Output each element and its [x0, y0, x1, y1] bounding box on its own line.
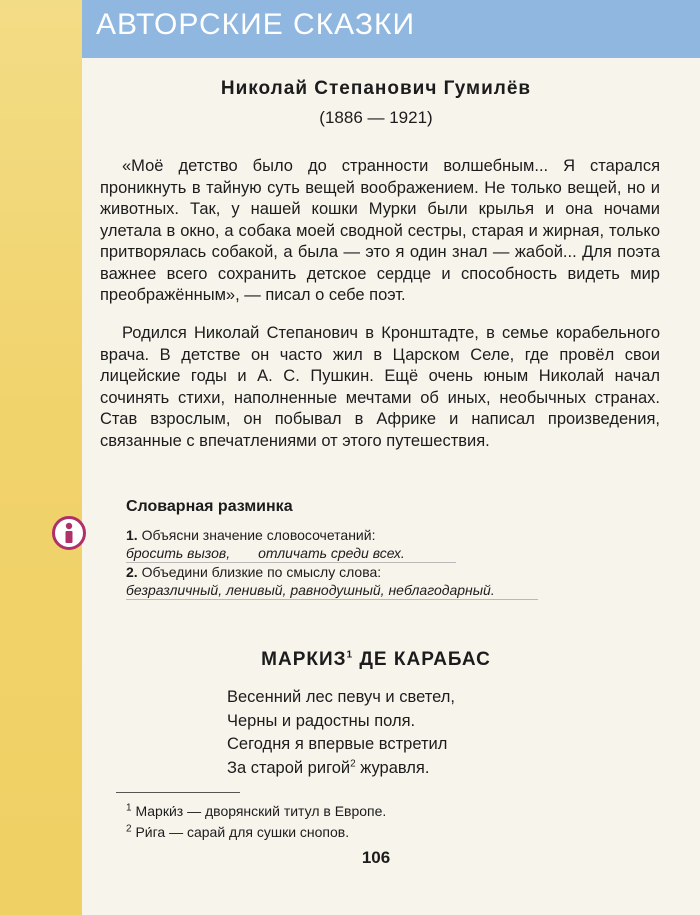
bio-paragraph: Родился Николай Степанович в Кронштадте, в семье корабельного врача. В детстве он часто жил в Царском Селе, где провёл свои лицейские годы и А. С. Пушкин. Ещё очень юным Николай начал сочинять стихи, наполненные мечтами об иных, необычных странах. Став взрослым, он побывал в Африке и написал произведения, связанные с впечатлениями от этого путешествия. — [100, 324, 660, 450]
biography-paragraph-2 — [100, 323, 660, 452]
task-number: 1. — [126, 527, 138, 543]
section-title: АВТОРСКИЕ СКАЗКИ — [96, 8, 416, 41]
vocabulary-task-1-words — [126, 544, 405, 562]
quote-paragraph: «Моё детство было до странности волшебным... Я старался проникнуть в тайную суть вещей воображением. Не только вещей, но и животных. Так, у нашей кошки Мурки были крылья и она ночами улетала в окно, а собака моей сводной сестры, старая и жирная, только притворялась собакой, а была — это я один знал — жабой... Для поэта важнее всего сохранить детское сердце и способность видеть мир преображённым», — писал о себе поэт. — [100, 157, 660, 304]
footnote-mark: 2 — [126, 823, 132, 835]
author-name: Николай Степанович Гумилёв — [220, 78, 532, 99]
biography-paragraph-1 — [100, 156, 660, 307]
footnote-ref: 2 — [350, 758, 356, 769]
poem-title-part: ДЕ КАРАБАС — [353, 649, 491, 670]
footnote — [126, 803, 386, 819]
poem-title — [0, 649, 700, 671]
task-number: 2. — [126, 564, 138, 580]
author-years: (1886 — 1921) — [319, 108, 433, 127]
left-margin-strip — [0, 0, 82, 915]
poem-line: Сегодня я впервые встретил — [227, 735, 448, 753]
vocabulary-heading: Словарная разминка — [126, 498, 293, 515]
phrase: отличать среди всех. — [258, 545, 405, 561]
vocabulary-task-2-words: безразличный, ленивый, равнодушный, неблагодарный. — [126, 582, 495, 598]
footnote-ref: 1 — [346, 649, 354, 661]
footnote-mark: 1 — [126, 802, 132, 814]
page-number: 106 — [361, 848, 391, 867]
poem-line — [227, 757, 455, 781]
footnote-text: Ри́га — сарай для сушки снопов. — [135, 824, 350, 840]
answer-line — [126, 599, 538, 600]
vocabulary-task-1 — [126, 526, 375, 544]
task-text: Объедини близкие по смыслу слова: — [141, 564, 382, 580]
poem-line: Черны и радостны поля. — [227, 711, 416, 730]
phrase: бросить вызов, — [126, 545, 231, 561]
task-text: Объясни значение словосочетаний: — [141, 527, 376, 543]
footnote — [126, 824, 349, 840]
poem-text — [227, 686, 455, 780]
poem-line-part: За старой ригой — [227, 758, 351, 777]
footnote-text: Марки́з — дворянский титул в Европе. — [135, 803, 387, 819]
footnote-divider — [116, 792, 240, 793]
vocabulary-task-2 — [126, 563, 381, 581]
poem-title-part: МАРКИЗ — [261, 649, 347, 670]
info-icon — [52, 516, 86, 550]
poem-line: Весенний лес певуч и светел, — [227, 688, 455, 706]
poem-line-part: журавля. — [355, 758, 430, 777]
